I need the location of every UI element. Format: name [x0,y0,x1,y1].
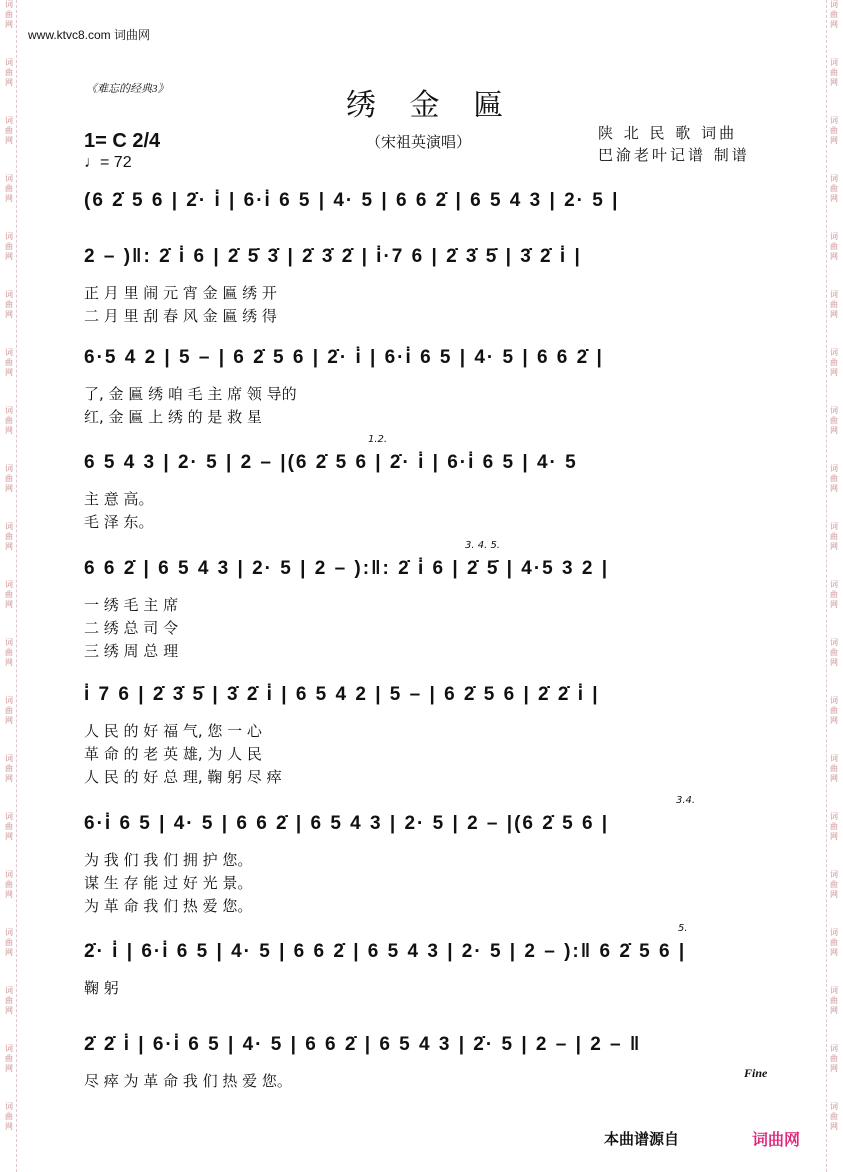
watermark-text: 词 曲 网 [5,348,13,377]
volta-bracket-label: 1.2. [368,434,388,445]
watermark-text: 词 曲 网 [830,232,838,261]
watermark-text: 词 曲 网 [5,0,13,29]
song-title: 绣 金 匾 [346,88,516,123]
watermark-text: 词 曲 网 [830,986,838,1015]
watermark-text: 词 曲 网 [5,580,13,609]
volta-bracket-label: 3. 4. 5. [465,540,500,551]
watermark-text: 词 曲 网 [5,290,13,319]
watermark-text: 词 曲 网 [830,58,838,87]
notation-line: 2̇· i̇ | 6·i̇ 6 5 | 4· 5 | 6 6 2̇ | 6 5 4 3 | 2· 5 | 2 – ):‖ 6 2̇ 5 6 | [84,941,687,962]
watermark-text: 词 曲 网 [5,174,13,203]
watermark-text: 词 曲 网 [5,406,13,435]
transcriber-credit: 巴渝老叶记谱 制谱 [598,146,750,164]
fine-marking: Fine [744,1066,768,1080]
lyric-line: 二 月 里 刮 春 风 金 匾 绣 得 [84,307,277,325]
lyric-line: 尽 瘁 为 革 命 我 们 热 爱 您。 [84,1072,292,1090]
watermark-text: 词 曲 网 [830,174,838,203]
watermark-text: 词 曲 网 [5,812,13,841]
watermark-text: 词 曲 网 [5,116,13,145]
watermark-text: 词 曲 网 [830,116,838,145]
lyric-line: 革 命 的 老 英 雄, 为 人 民 [84,745,262,763]
watermark-text: 词 曲 网 [830,754,838,783]
watermark-text: 词 曲 网 [830,522,838,551]
lyric-line: 三 绣 周 总 理 [84,642,179,660]
notation-line: 2 – )‖: 2̇ i̇ 6 | 2̇ 5̇ 3̇ | 2̇ 3̇ 2̇ | i̇·7 6 | 2̇ 3̇ 5̇ | 3̇ 2̇ i̇ | [84,246,582,267]
watermark-text: 词 曲 网 [5,232,13,261]
left-watermark-strip [2,0,17,1172]
watermark-text: 词 曲 网 [830,1102,838,1131]
watermark-text: 词 曲 网 [5,696,13,725]
composer-credit: 陕 北 民 歌 词曲 [598,124,738,142]
site-url[interactable]: www.ktvc8.com 词曲网 [28,28,151,42]
lyric-line: 人 民 的 好 总 理, 鞠 躬 尽 瘁 [84,768,282,786]
watermark-text: 词 曲 网 [830,0,838,29]
lyric-line: 谋 生 存 能 过 好 光 景。 [84,874,253,892]
lyric-line: 主 意 高。 [84,490,154,508]
notation-line: 6·5 4 2 | 5 – | 6 2̇ 5 6 | 2̇· i̇ | 6·i̇ 6 5 | 4· 5 | 6 6 2̇ | [84,347,604,368]
source-brand-link[interactable]: 词曲网 [752,1130,801,1149]
lyric-line: 鞠 躬 [84,979,119,997]
lyric-line: 为 革 命 我 们 热 爱 您。 [84,897,253,915]
watermark-text: 词 曲 网 [830,290,838,319]
watermark-text: 词 曲 网 [830,638,838,667]
lyric-line: 二 绣 总 司 令 [84,619,179,637]
notation-line: 6 5 4 3 | 2· 5 | 2 – |(6 2̇ 5 6 | 2̇· i̇ | 6·i̇ 6 5 | 4· 5 [84,452,578,473]
tempo-marking: ♩= 72 [84,154,132,171]
watermark-text: 词 曲 网 [830,580,838,609]
watermark-text: 词 曲 网 [830,348,838,377]
watermark-text: 词 曲 网 [5,1044,13,1073]
series-name: 《难忘的经典3》 [86,83,169,95]
watermark-text: 词 曲 网 [5,522,13,551]
watermark-text: 词 曲 网 [830,696,838,725]
watermark-text: 词 曲 网 [830,406,838,435]
lyric-line: 人 民 的 好 福 气, 您 一 心 [84,722,262,740]
watermark-text: 词 曲 网 [830,812,838,841]
watermark-text: 词 曲 网 [830,464,838,493]
lyric-line: 正 月 里 闹 元 宵 金 匾 绣 开 [84,284,277,302]
source-label: 本曲谱源自 [604,1130,680,1148]
watermark-text: 词 曲 网 [5,986,13,1015]
notation-line: 6·i̇ 6 5 | 4· 5 | 6 6 2̇ | 6 5 4 3 | 2· 5 | 2 – |(6 2̇ 5 6 | [84,813,610,834]
right-watermark-strip [826,0,841,1172]
lyric-line: 毛 泽 东。 [84,513,154,531]
key-signature: 1= C 2/4 [84,130,161,152]
watermark-text: 词 曲 网 [5,754,13,783]
lyric-line: 了, 金 匾 绣 咱 毛 主 席 领 导的 [84,385,297,403]
performer-subtitle: （宋祖英演唱） [366,133,472,151]
notation-line: i̇ 7 6 | 2̇ 3̇ 5̇ | 3̇ 2̇ i̇ | 6 5 4 2 | 5 – | 6 2̇ 5 6 | 2̇ 2̇ i̇ | [84,684,600,705]
volta-bracket-label: 5. [678,923,688,934]
notation-line: 6 6 2̇ | 6 5 4 3 | 2· 5 | 2 – ):‖: 2̇ i̇ 6 | 2̇ 5̇ | 4·5 3 2 | [84,558,610,579]
lyric-line: 红, 金 匾 上 绣 的 是 救 星 [84,408,262,426]
watermark-text: 词 曲 网 [5,1102,13,1131]
watermark-text: 词 曲 网 [830,1044,838,1073]
watermark-text: 词 曲 网 [5,464,13,493]
watermark-text: 词 曲 网 [5,638,13,667]
watermark-text: 词 曲 网 [5,870,13,899]
volta-bracket-label: 3.4. [676,795,696,806]
lyric-line: 为 我 们 我 们 拥 护 您。 [84,851,253,869]
notation-line: 2̇ 2̇ i̇ | 6·i̇ 6 5 | 4· 5 | 6 6 2̇ | 6 5 4 3 | 2̇· 5 | 2 – | 2 – ‖ [84,1034,642,1055]
watermark-text: 词 曲 网 [830,928,838,957]
watermark-text: 词 曲 网 [5,928,13,957]
watermark-text: 词 曲 网 [5,58,13,87]
notation-line: (6 2̇ 5 6 | 2̇· i̇ | 6·i̇ 6 5 | 4· 5 | 6 6 2̇ | 6 5 4 3 | 2· 5 | [84,190,620,211]
lyric-line: 一 绣 毛 主 席 [84,596,179,614]
watermark-text: 词 曲 网 [830,870,838,899]
